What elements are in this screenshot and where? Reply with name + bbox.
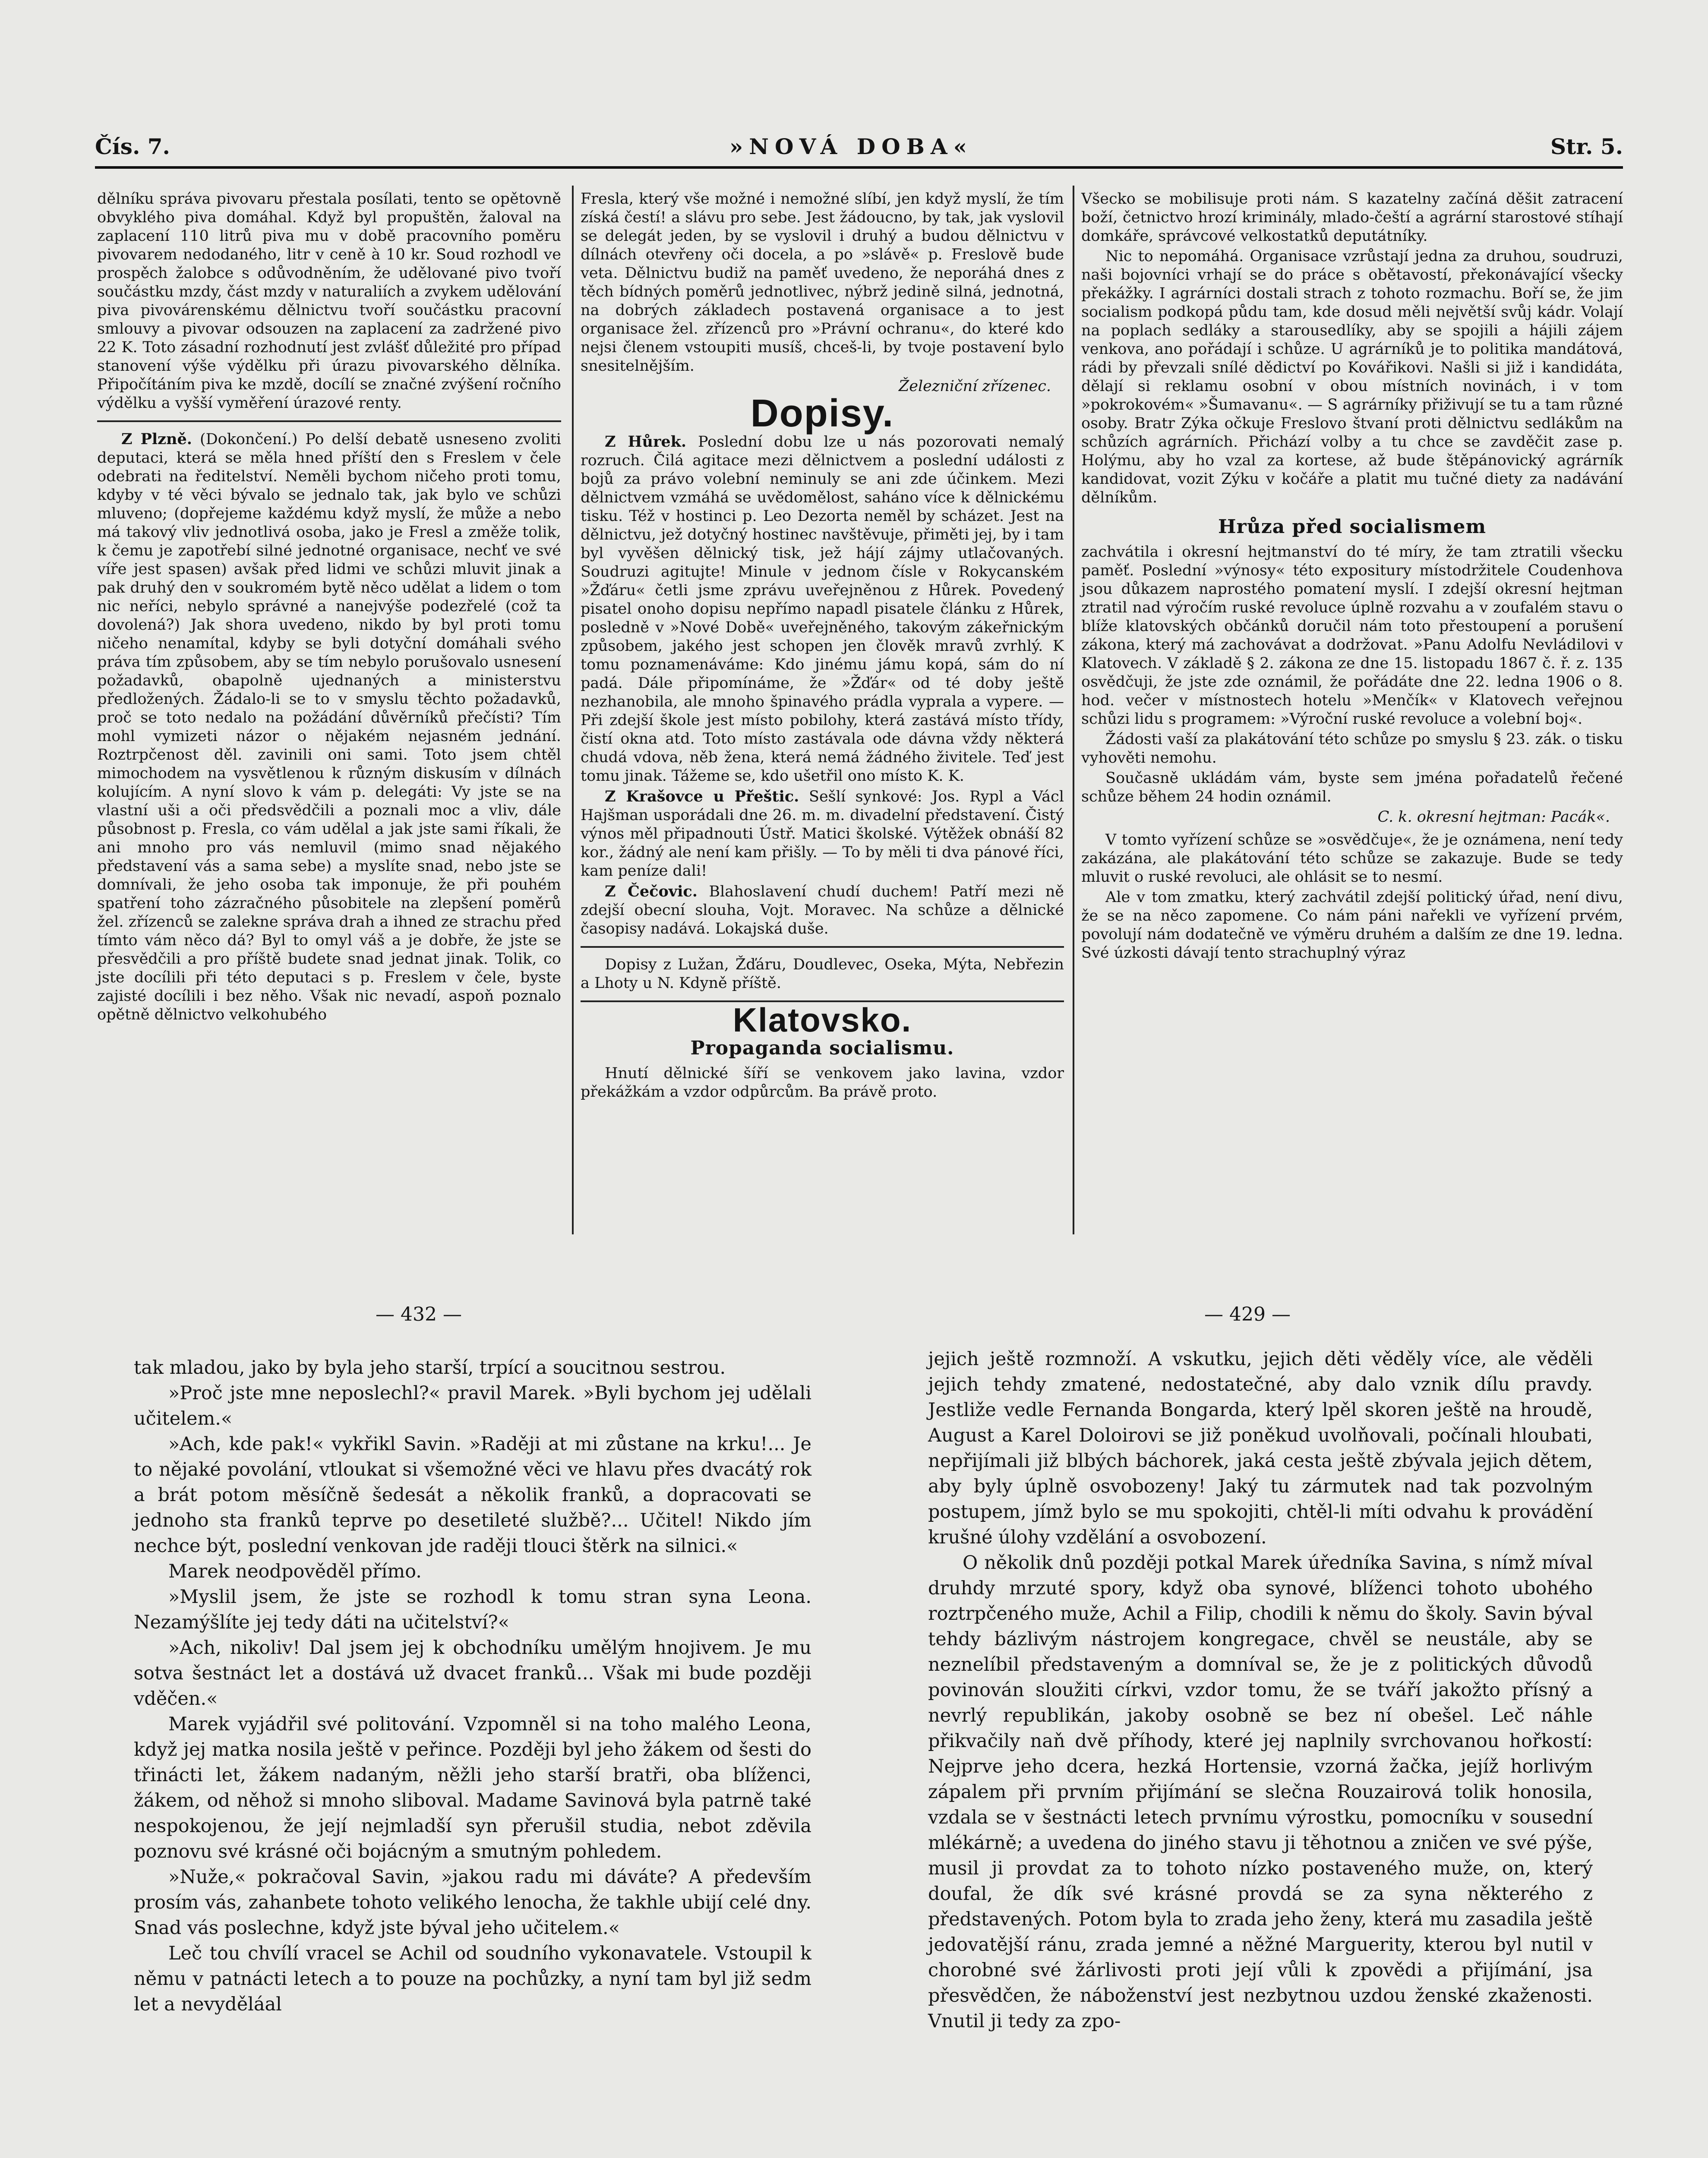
book-left-paragraph: »Ach, nikoliv! Dal jsem jej k obchodníku umělým hnojivem. Je mu sotva šestnáct let a dostává už dvacet franků... Však mi bude později vděčen.«	[134, 1637, 811, 1710]
article-hruza-text-5: Ale v tom zmatku, který zachvátil zdejší politický úřad, není divu, že se na něco zapomene. Co nám páni nařekli ve vyřízení prvém, povolují nám dodatečně ve výměru druhém a dalším ze dne 19. ledna. Své úzkosti dávají tento strachuplný výraz	[1081, 889, 1623, 962]
book-left-paragraph: »Myslil jsem, že jste se rozhodl k tomu stran syna Leona. Nezamýšlíte jej tedy dáti na učitelství?«	[134, 1586, 811, 1633]
article-plzen	[97, 430, 561, 1024]
column-2	[581, 190, 1064, 1103]
letter-cecovic	[581, 882, 1064, 938]
book-page-left	[134, 1355, 811, 2017]
article-hruza-text-3: Současně ukládám vám, byste sem jména pořadatelů řečené schůze během 24 hodin oznámil.	[1081, 770, 1623, 805]
column-divider-1	[572, 186, 574, 1234]
article-brewery-text: dělníku správa pivovaru přestala posílati, tento se opětovně obvyklého piva domáhal. Když byl propuštěn, žaloval na zaplacení 110 litrů piva mu v době pracovního poměru pivovarem nedodaného, litr v ceně à 10 kr. Soud rozhodl ve prospěch žalobce s odůvodněním, že udělované pivo tvoří součástku mzdy, část mzdy v naturaliích a zvykem udělování piva pivovárenskému dělnictvu tvoří součástku pracovní smlouvy a pivovar odsouzen na zaplacení za zadržené pivo 22 K. Toto zásadní rozhodnutí jest zvlášť důležité pro případ stanovení výše výdělku při úrazu pivovarského dělníka. Připočítáním piva ke mzdě, docílí se značné zvýšení ročního výdělku a vyšší vyměření úrazové renty.	[97, 190, 561, 412]
column-divider-2	[1073, 186, 1074, 1234]
letter-cecovic-text: Blahoslavení chudí duchem! Patří mezi ně zdejší obecní slouha, Vojt. Moravec. Na schůze a dělnické časopisy nadává. Lokajská duše.	[581, 883, 1064, 937]
article-title-propaganda: Propaganda socialismu.	[690, 1037, 954, 1059]
section-title-dopisy: Dopisy.	[750, 392, 894, 435]
letter-hurek-heading: Z Hůrek.	[605, 433, 687, 451]
article-title-hruza: Hrůza před socialismem	[1218, 516, 1487, 538]
book-left-paragraph: tak mladou, jako by byla jeho starší, trpící a soucitnou sestrou.	[134, 1357, 726, 1379]
issue-number: Čís. 7.	[95, 134, 170, 159]
letter-krasovce-text: Sešlí synkové: Jos. Rypl a Václ Hajšman usporádali dne 26. m. m. divadelní představení. Čistý výnos měl připadnouti Ústř. Matici školské. Výtěžek obnáší 82 kor., žádný ale není kam přišly. — To by měli ti dva pánové říci, kam peníze dali!	[581, 788, 1064, 880]
header-rule	[95, 166, 1623, 169]
letter-cecovic-heading: Z Čečovic.	[605, 883, 698, 900]
letter-hurek	[581, 432, 1064, 786]
book-left-paragraph: »Proč jste mne neposlechl?« pravil Marek. »Byli bychom jej udělali učitelem.«	[134, 1382, 811, 1429]
article-hruza-text-2: Žádosti vaší za plakátování této schůze po smyslu § 23. zák. o tisku vyhověti nemohu.	[1081, 731, 1623, 767]
article-hruza-text-4: V tomto vyřízení schůze se »osvědčuje«, že je oznámena, není tedy zakázána, ale plakátování této schůze se zakazuje. Bude se tedy mluvit o ruské revoluci, ale ohlásit se to nesmí.	[1081, 831, 1623, 886]
book-page-right	[928, 1347, 1593, 2034]
book-left-paragraph: »Nuže,« pokračoval Savin, »jakou radu mi dáváte? A především prosím vás, zahanbete tohoto velikého lenocha, že takhle ubijí celé dny. Snad vás poslechne, když jste býval jeho učitelem.«	[134, 1866, 811, 1939]
book-right-paragraph: O několik dnů později potkal Marek úředníka Savina, s nímž míval druhdy mrzuté spory, když oba synové, blíženci tohoto ubohého roztrpčeného muže, Achil a Filip, chodili k němu do školy. Savin býval tehdy bázlivým nástrojem kongregace, chvěl se neustále, aby se neznelíbil představeným a domníval se, že je z politických důvodů povinován sloužiti církvi, vzdor tomu, že se tváří jakožto přísný a nevrlý republikán, jakoby osobně se bez ní obešel. Leč náhle přikvačily naň dvě příhody, které jej naplnily svrchovanou hořkostí: Nejprve jeho dcera, hezká Hortensie, vzorná žačka, jejíž horlivým zápalem při prvním přijímání se slečna Rouzairová tolik honosila, vzdala se v šestnácti letech prvnímu výrostku, pomocníku v sousední mlékárně; a uvedena do jiného stavu ji těhotnou a zničen ve své pýše, musil ji provdat za to tohoto nízko postaveného muže, on, který doufal, že dík své krásné provdá se za syna některého z představených. Potom byla to zrada jeho ženy, která mu zasadila ještě jedovatější ránu, zrada jemné a něžné Marguerity, kterou byl nutil v chorobné své žárlivosti proti její vůli k zpovědi a přijímání, jsa přesvědčen, že náboženství jest nezbytnou uzdou ženské zkaženosti. Vnutil ji tedy za zpo-	[928, 1552, 1593, 2032]
column-1	[97, 190, 561, 1026]
column-3	[1081, 190, 1623, 964]
book-page-number-left: — 432 —	[376, 1303, 462, 1325]
page-number: Str. 5.	[1550, 134, 1623, 159]
book-left-paragraph: Marek vyjádřil své politování. Vzpomněl si na toho malého Leona, když jej matka nosila ještě v peřince. Později byl jeho žákem od šesti do třinácti let, žákem nadaným, něžli jeho starší bratři, oba blíženci, žákem, od něhož si mnoho sliboval. Madame Savinová byla patrně také nespokojenou, že její nejmladší syn přerušil studia, nebot zděvila poznovu své krásné oči bojácným a smutným pohledem.	[134, 1713, 811, 1862]
book-left-paragraph: Leč tou chvílí vracel se Achil od soudního vykonavatele. Vstoupil k němu v patnácti letech a to pouze na pochůzky, a nyní tam byl již sedm let a nevyděláal	[134, 1943, 811, 2015]
letter-krasovce	[581, 787, 1064, 880]
separator	[581, 946, 1064, 948]
propaganda-continued-2: Nic to nepomáhá. Organisace vzrůstají jedna za druhou, soudruzi, naši bojovníci vrhají se do práce s obětavostí, překonávající všecky překážky. I agrárníci dostali strach z tohoto rozmachu. Boří se, že jim socialism podkopá půdu tam, kde dosud měli největší svůj kádr. Volají na poplach sedláky a starousedlíky, aby se spojili a hájili zájem venkova, ano pořádají i schůze. U agrárníků je to politika mandátová, rádi by převzali snílé dědictví po Kovářikovi. Našli si již i kandidáta, dělají si reklamu osobní v obou místních novinách, i v tom »pokrokovém« »Šumavanu«. — S agrárníky přiživují se tu a tam různé osoby. Bratr Zýka očkuje Freslovo štvaní proti dělnictvu sedlákům na schůzích agrárních. Přichází volby a tu chce se zavděčit zase p. Holýmu, aby ho vzal za kortese, až bude štěpánovický agrárník kandidovat, vozit Zýku v kočáře a platit mu tučné diety za nadávání dělníkům.	[1081, 248, 1623, 506]
propaganda-continued-1: Všecko se mobilisuje proti nám. S kazatelny začíná děšit zatracení boží, četnictvo hrozí kriminály, mlado-čeští a agrární starostové stíhají domkáře, správcové velkostatků deputátníky.	[1081, 190, 1623, 245]
separator	[97, 420, 561, 422]
book-right-paragraph: jejich ještě rozmnoží. A vskutku, jejich děti věděly více, ale věděli jejich tehdy zmatené, nedostatečné, aby dalo vznik dílu pravdy. Jestliže vedle Fernanda Bongarda, který lpěl skoren ještě na hroudě, August a Karel Doloirovi se již poněkud uvolňovali, počínali hloubati, nepřijímali již blbých báchorek, jaká cesta ještě zbývala jejich dětem, aby byly úplně osvobozeny! Jaký tu zármutek nad tak pozvolným postupem, jímž bylo se mu spokojiti, chtěl-li míti odvahu k provádění krušné úlohy vzdělání a osvobození.	[928, 1348, 1593, 1548]
book-left-paragraph: »Ach, kde pak!« vykřikl Savin. »Raději at mi zůstane na krku!... Je to nějaké povolání, vtloukat si všemožné věci ve hlavu přes dvacátý rok a brát potom měsíčně šedesát a několik franků, a dopracovati se jednoho sta franků teprve po desetileté službě?... Učitel! Nikdo jím nechce být, poslední venkovan jde raději tlouci štěrk na silnici.«	[134, 1433, 811, 1557]
letter-krasovce-heading: Z Krašovce u Přeštic.	[605, 788, 799, 805]
article-fresl-signature: Železniční zřízenec.	[898, 378, 1051, 395]
letter-hurek-text: Poslední dobu lze u nás pozorovati nemalý rozruch. Čilá agitace mezi dělnictvem a poslední události z bojů za právo volební neminuly se ani zde účinkem. Mezi dělnictvem vzmáhá se uvědomělost, saháno více k dělnickému tisku. Též v hostinci p. Leo Dezorta neměl by scházet. Jest na dělnictvu, jež dotyčný hostinec navštěvuje, přiměti jej, by i tam byl vyvěšen dělnický tisk, jež hájí zájmy utlačovaných. Soudruzi agitujte! Minule v jednom čísle v Rokycanském »Žďáru« četli jsme zprávu uveřejněnou z Hůrek. Povedený pisatel onoho dopisu nepřímo napadl pisatele článku z Hůrek, posledně v »Nové Době« uveřejněného, takovým zákeřnickým způsobem, jakého jest schopen jen člověk mravů zvrhlý. K tomu poznamenáváme: Kdo jinému jámu kopá, sám do ní padá. Dále připomínáme, že »Žďár« od té doby ještě nezhanobila, ale mnoho špinavého prádla vyprala a vypere. — Při zdejší škole jest místo pobilohy, která zastává místo třídy, čistí okna atd. Toto místo zastávala ode dávna vždy některá chudá vdova, něb žena, která nemá žádného živitele. Teď jest tomu jinak. Tážeme se, kdo ušetřil ono místo K. K.	[581, 433, 1064, 785]
hejtman-signature: C. k. okresní hejtman: Pacák«.	[1377, 808, 1610, 826]
article-plzen-heading: Z Plzně.	[121, 430, 192, 448]
book-left-paragraph: Marek neodpověděl přímo.	[168, 1561, 422, 1582]
article-fresl-text: Fresla, který vše možné i nemožné slíbí, jen když myslí, že tím získá čestí! a slávu pro sebe. Jest žádoucno, by tak, jak vyslovil se delegát jeden, by se vyslovil i druhý a budou dělnictvu v dílnách otevřeny oči docela, a po »slávě« p. Freslově bude veta. Dělnictvu budiž na paměť uvedeno, že neporáhá dnes z těch bídných poměrů jednotlivec, nýbrž jedině silná, jednotná, na dobrých základech postavená organisace a to jest organisace žel. zřízenců pro »Právní ochranu«, do které kdo nejsi členem vstoupiti musíš, chceš-li, by tvoje postavení bylo snesitelnějším.	[581, 190, 1064, 375]
page-header	[95, 129, 1623, 164]
letters-note: Dopisy z Lužan, Žďáru, Doudlevec, Oseka, Mýta, Nebřezin a Lhoty u N. Kdyně příště.	[581, 956, 1064, 992]
article-hruza-text-1: zachvátila i okresní hejtmanství do té míry, že tam ztratili všecku paměť. Poslední »výnosy« této expositury místodržitele Coudenhova jsou důkazem naprostého pomatení myslí. I zdejší okresní hejtman ztratil nad výročím ruské revoluce úplně rozvahu a v zoufalém stavu o blíže klatovských občánků doručil nám toto přestoupení a porušení zákona, který má zachovávat a dodržovat. »Panu Adolfu Nevládilovi v Klatovech. V základě § 2. zákona ze dne 15. listopadu 1867 č. ř. z. 135 osvědčuji, že jste zde oznámil, že pořádáte dne 22. ledna 1906 o 8. hod. večer v místnostech hotelu »Menčík« v Klatovech veřejnou schůzi lidu s programem: »Výroční ruské revoluce a volební boj«.	[1081, 543, 1623, 728]
article-plzen-text: (Dokončení.) Po delší debatě usneseno zvoliti deputaci, která se měla hned příští den s Freslem v čele odebrati na ředitelství. Neměli bychom ničeho proti tomu, kdyby v té věci bývalo se jednalo tak, jak bylo ve schůzi mluveno; (dopřejeme každému když myslí, že může a nebo má takový vliv jednotlivá osoba, jako je Fresl a změže tolik, k čemu je zapotřebí silné jednotné organisace, nechť ve své víře jest spasen) avšak před lidmi ve schůzi mluvit jinak a pak druhý den v soukromém bytě něco udělat a lidem o tom nic neříci, nebylo správné a nanejvýše podezřelé (což ta dovolená?) Jak shora uvedeno, nikdo by byl proti tomu ničeho nenamítal, kdyby se byli dotyční domáhali svého práva tím způsobem, aby se tím nebylo porušovalo usnesení požadavků, obapolně ujednaných a ministerstvu předložených. Žádalo-li se to v smyslu těchto požadavků, proč se toto nedalo na požádání důvěrníků přečísti? Tím mohl vymizeti názor o nějakém nejasném jednání. Roztrpčenost děl. zavinili oni sami. Toto jsem chtěl mimochodem na vysvětlenou k různým diskusím v dílnách kolujícím. A nyní slovo k vám p. delegáti: Vy jste se na vlastní uši a oči předsvědčili a poznali moc a vliv, dále působnost p. Fresla, co vám udělal a jak jste sami říkali, že ani mnoho pro vás nemluvil (mimo snad nějakého představení vás a sama sebe) a myslíte snad, nebo jste se domnívali, že jeho osoba tak imponuje, že při pouhém spatření toho zázračného působitele na zlepšení poměrů žel. zřízenců se zalekne správa drah a ihned ze strachu před tímto vám něco dá? Byl to omyl váš a je dobře, že jste se přesvědčili a pro příště budete snad jednat jinak. Tolik, co jste docílili při této deputaci s p. Freslem v čele, byste zajisté docílili i bez něho. Však nic nevadí, aspoň poznalo opětně dělnictvo velkohubého	[97, 431, 561, 1023]
section-title-klatovsko: Klatovsko.	[732, 1001, 912, 1039]
article-propaganda-text: Hnutí dělnické šíří se venkovem jako lavina, vzdor překážkám a vzdor odpůrcům. Ba právě proto.	[581, 1065, 1064, 1101]
book-page-number-right: — 429 —	[1204, 1303, 1291, 1325]
masthead-title: »NOVÁ DOBA«	[729, 134, 973, 159]
